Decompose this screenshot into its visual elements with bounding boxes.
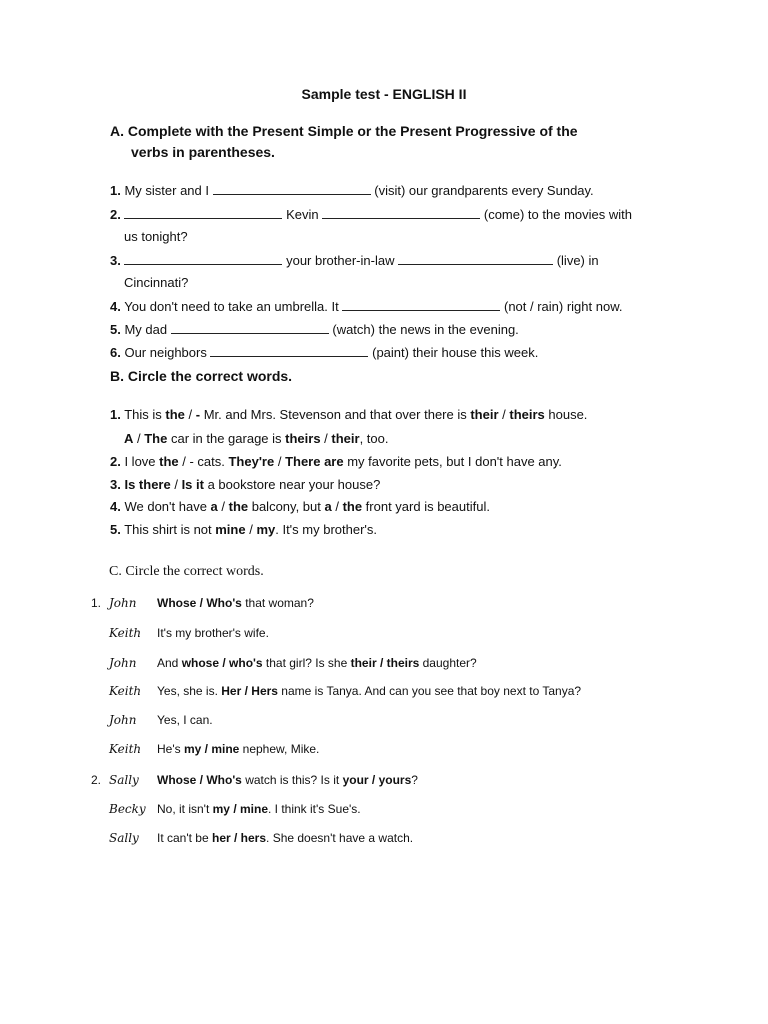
- answer-option: the: [228, 499, 249, 514]
- exercise-a-item-5: [110, 321, 519, 337]
- answer-option: Is there: [124, 477, 171, 492]
- section-b-heading: B. Circle the correct words.: [110, 368, 293, 384]
- answer-option: their / theirs: [350, 656, 420, 670]
- item-text: Kevin: [286, 207, 319, 222]
- exercise-a-item-3-continuation: Cincinnati?: [124, 275, 189, 290]
- item-text: (live) in: [556, 253, 599, 268]
- answer-blank[interactable]: [124, 252, 282, 265]
- answer-option: 5.: [110, 522, 121, 537]
- text-segment: car in the garage is: [167, 431, 286, 446]
- answer-option: 1.: [110, 407, 121, 422]
- item-text: (come) to the movies with: [483, 207, 632, 222]
- item-number: 6.: [110, 345, 121, 360]
- exercise-a-item-1: [110, 182, 594, 198]
- text-segment: /: [217, 499, 229, 514]
- answer-option: The: [144, 431, 168, 446]
- answer-option: my / mine: [212, 802, 268, 816]
- dialogue-text: [157, 684, 581, 698]
- answer-blank[interactable]: [342, 298, 500, 311]
- item-text: (visit) our grandparents every Sunday.: [374, 183, 594, 198]
- dialogue-line: [0, 626, 768, 646]
- text-segment: . It's my brother's.: [275, 522, 377, 537]
- text-segment: . She doesn't have a watch.: [266, 831, 414, 845]
- item-text: My sister and I: [124, 183, 209, 198]
- speaker-name: Keith: [109, 626, 142, 640]
- text-segment: /: [498, 407, 510, 422]
- exercise-b-line: [110, 407, 587, 422]
- page-title: Sample test - ENGLISH II: [301, 86, 467, 102]
- dialogue-line: [0, 684, 768, 704]
- dialogue-text: [157, 713, 213, 727]
- exercise-a-item-6: [110, 344, 538, 360]
- dialogue-text: [157, 802, 361, 816]
- answer-option: theirs: [285, 431, 321, 446]
- dialogue-text: [157, 626, 269, 640]
- text-segment: This is: [120, 407, 166, 422]
- speaker-name: Sally: [109, 773, 139, 787]
- answer-blank[interactable]: [398, 252, 553, 265]
- answer-blank[interactable]: [322, 206, 480, 219]
- text-segment: /: [274, 454, 286, 469]
- text-segment: Mr. and Mrs. Stevenson and that over there is: [200, 407, 471, 422]
- answer-option: her / hers: [212, 831, 267, 845]
- text-segment: front yard is beautiful.: [362, 499, 490, 514]
- answer-option: my: [256, 522, 276, 537]
- section-a-heading-line1: A. Complete with the Present Simple or the Present Progressive of the: [110, 123, 578, 139]
- answer-option: the: [159, 454, 179, 469]
- text-segment: /: [245, 522, 257, 537]
- text-segment: He's: [157, 742, 184, 756]
- text-segment: a bookstore near your house?: [203, 477, 381, 492]
- text-segment: my favorite pets, but I don't have any.: [343, 454, 562, 469]
- answer-option: Whose / Who's: [157, 596, 242, 610]
- exercise-b-line: [110, 477, 380, 492]
- dialogue-text: [157, 596, 314, 610]
- section-a-heading: [110, 121, 578, 163]
- exercise-b-line: [110, 499, 490, 514]
- text-segment: house.: [544, 407, 588, 422]
- item-number: 1.: [110, 183, 121, 198]
- dialogue-line: [0, 831, 768, 851]
- item-number: 4.: [110, 299, 121, 314]
- text-segment: that girl? Is she: [262, 656, 351, 670]
- answer-option: their: [470, 407, 499, 422]
- text-segment: It's my brother's wife.: [157, 626, 269, 640]
- text-segment: nephew, Mike.: [239, 742, 320, 756]
- answer-option: Whose / Who's: [157, 773, 242, 787]
- text-segment: /: [320, 431, 332, 446]
- text-segment: , too.: [359, 431, 389, 446]
- item-text: (paint) their house this week.: [372, 345, 539, 360]
- answer-option: 2.: [110, 454, 121, 469]
- dialogue-line: [0, 713, 768, 733]
- speaker-name: Keith: [109, 684, 142, 698]
- exercise-b-line: [110, 522, 377, 537]
- answer-option: Is it: [181, 477, 204, 492]
- item-text: Our neighbors: [124, 345, 207, 360]
- item-text: your brother-in-law: [286, 253, 395, 268]
- item-number: 2.: [110, 207, 121, 222]
- dialogue-line: [0, 802, 768, 822]
- item-text: (not / rain) right now.: [503, 299, 623, 314]
- section-a-heading-line2: verbs in parentheses.: [131, 144, 275, 160]
- dialogue-number: 2.: [91, 773, 102, 787]
- answer-option: There are: [285, 454, 344, 469]
- exercise-a-item-3: [110, 252, 599, 268]
- speaker-name: Keith: [109, 742, 142, 756]
- answer-option: your / yours: [342, 773, 412, 787]
- answer-option: my / mine: [183, 742, 240, 756]
- dialogue-number: 1.: [91, 596, 102, 610]
- dialogue-text: [157, 831, 413, 845]
- text-segment: I love: [120, 454, 160, 469]
- answer-option: their: [331, 431, 360, 446]
- answer-option: -: [195, 407, 201, 422]
- dialogue-line: [0, 742, 768, 762]
- answer-option: Her / Hers: [221, 684, 278, 698]
- answer-option: a: [210, 499, 218, 514]
- answer-option: whose / who's: [181, 656, 263, 670]
- answer-option: 3.: [110, 477, 121, 492]
- text-segment: that woman?: [241, 596, 314, 610]
- text-segment: /: [133, 431, 145, 446]
- dialogue-line: [0, 656, 768, 676]
- text-segment: ?: [411, 773, 418, 787]
- answer-blank[interactable]: [213, 182, 371, 195]
- speaker-name: John: [109, 656, 137, 670]
- exercise-b-line: [110, 454, 562, 469]
- item-text: My dad: [124, 322, 168, 337]
- dialogue-text: [157, 742, 319, 756]
- answer-option: A: [124, 431, 134, 446]
- answer-option: a: [324, 499, 332, 514]
- answer-option: the: [165, 407, 185, 422]
- exercise-a-item-4: [110, 298, 622, 314]
- text-segment: And: [157, 656, 182, 670]
- text-segment: . I think it's Sue's.: [268, 802, 361, 816]
- speaker-name: John: [109, 596, 137, 610]
- text-segment: It can't be: [157, 831, 212, 845]
- text-segment: /: [331, 499, 343, 514]
- answer-option: theirs: [509, 407, 545, 422]
- dialogue-line: [0, 596, 768, 616]
- exercise-a-item-2-continuation: us tonight?: [124, 229, 188, 244]
- text-segment: Yes, I can.: [157, 713, 213, 727]
- section-c-heading: C. Circle the correct words.: [109, 564, 264, 579]
- answer-blank[interactable]: [124, 206, 282, 219]
- answer-option: 4.: [110, 499, 121, 514]
- text-segment: Yes, she is.: [157, 684, 222, 698]
- item-number: 5.: [110, 322, 121, 337]
- dialogue-line: [0, 773, 768, 793]
- answer-blank[interactable]: [171, 321, 329, 334]
- text-segment: This shirt is not: [120, 522, 216, 537]
- exercise-a-item-2: [110, 206, 632, 222]
- dialogue-text: [157, 773, 418, 787]
- speaker-name: John: [109, 713, 137, 727]
- speaker-name: Sally: [109, 831, 139, 845]
- item-text: You don't need to take an umbrella. It: [124, 299, 339, 314]
- text-segment: /: [184, 407, 196, 422]
- answer-option: the: [342, 499, 363, 514]
- answer-option: mine: [215, 522, 246, 537]
- answer-option: They're: [228, 454, 275, 469]
- text-segment: We don't have: [120, 499, 211, 514]
- speaker-name: Becky: [109, 802, 146, 816]
- text-segment: name is Tanya. And can you see that boy next to Tanya?: [277, 684, 582, 698]
- text-segment: balcony, but: [248, 499, 325, 514]
- exercise-b-line: [124, 431, 389, 446]
- answer-blank[interactable]: [210, 344, 368, 357]
- item-text: (watch) the news in the evening.: [332, 322, 519, 337]
- text-segment: daughter?: [419, 656, 477, 670]
- dialogue-text: [157, 656, 477, 670]
- text-segment: No, it isn't: [157, 802, 213, 816]
- text-segment: /: [170, 477, 182, 492]
- item-number: 3.: [110, 253, 121, 268]
- text-segment: / - cats.: [178, 454, 229, 469]
- text-segment: watch is this? Is it: [241, 773, 343, 787]
